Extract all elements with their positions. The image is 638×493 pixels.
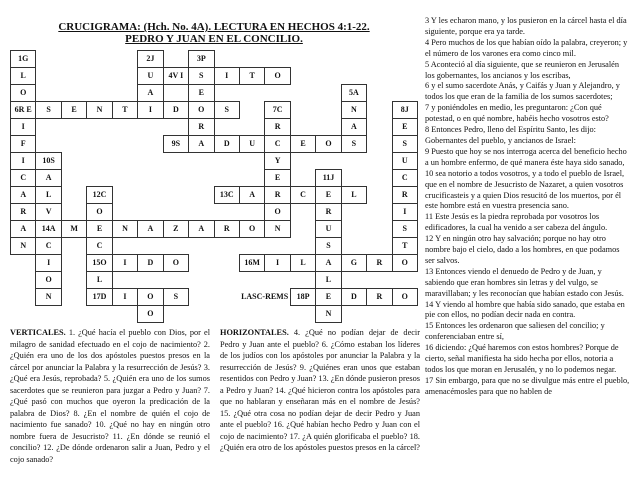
letter-cell: S [392, 136, 417, 153]
empty-cell [239, 119, 264, 136]
empty-cell [112, 51, 137, 68]
verse: 13 Entonces viendo el denuedo de Pedro y de Juan, y sabiendo que eran hombres sin letras y del vulgo, se maravillaban; y les reconocían que habían estado con Jesús. [425, 266, 624, 298]
empty-cell [290, 153, 315, 170]
grid-row [11, 187, 418, 204]
empty-cell [392, 68, 417, 85]
empty-cell [163, 85, 188, 102]
empty-cell [189, 153, 214, 170]
letter-cell: C [11, 170, 36, 187]
letter-cell: E [61, 102, 86, 119]
empty-cell [265, 238, 290, 255]
letter-cell: A [11, 221, 36, 238]
empty-cell [265, 85, 290, 102]
empty-cell [163, 170, 188, 187]
letter-cell: A [316, 255, 341, 272]
empty-cell [138, 119, 163, 136]
empty-cell [214, 119, 239, 136]
empty-cell [341, 51, 366, 68]
empty-cell [163, 153, 188, 170]
empty-cell [189, 255, 214, 272]
empty-cell [163, 204, 188, 221]
empty-cell [189, 289, 214, 306]
empty-cell [367, 68, 392, 85]
empty-cell [87, 306, 112, 323]
letter-cell: 11J [316, 170, 341, 187]
letter-cell: A [11, 187, 36, 204]
empty-cell [189, 187, 214, 204]
empty-cell [316, 85, 341, 102]
letter-cell: O [138, 306, 163, 323]
verse: 17 Sin embargo, para que no se divulgue más entre el pueblo, amenacémosles para que no hablen de [425, 375, 630, 396]
verse: 10 sea notorio a todos vosotros, y a todo el pueblo de Israel, que en el nombre de Jesucristo de Nazaret, a quien vosotros crucificasteis y a quien Dios resucitó de los muertos, por él este hombre está en vuestra presencia sano. [425, 168, 625, 211]
empty-cell [61, 255, 86, 272]
letter-cell: I [138, 102, 163, 119]
letter-cell: R [367, 255, 392, 272]
letter-cell: I [112, 289, 137, 306]
empty-cell [316, 119, 341, 136]
empty-cell [392, 272, 417, 289]
letter-cell: 8J [392, 102, 417, 119]
letter-cell: R [392, 187, 417, 204]
empty-cell [341, 68, 366, 85]
empty-cell [189, 238, 214, 255]
verse: 5 Aconteció al día siguiente, que se reunieron en Jerusalén los gobernantes, los ancianos y los escribas, [425, 59, 619, 80]
letter-cell: S [189, 68, 214, 85]
letter-cell: O [138, 289, 163, 306]
empty-cell [36, 136, 61, 153]
empty-cell [290, 170, 315, 187]
letter-cell: I [11, 119, 36, 136]
empty-cell [341, 221, 366, 238]
empty-cell [36, 119, 61, 136]
verse: 9 Puesto que hoy se nos interroga acerca del beneficio hecho a un hombre enfermo, de qué manera éste haya sido sanado, [425, 146, 627, 167]
empty-cell [265, 51, 290, 68]
verse: 8 Entonces Pedro, lleno del Espíritu Santo, les dijo: Gobernantes del pueblo, y ancianos de Israel: [425, 125, 596, 145]
grid-row [11, 136, 418, 153]
letter-cell: 3P [189, 51, 214, 68]
empty-cell [392, 306, 417, 323]
empty-cell [138, 204, 163, 221]
author-signature: LASC-REMS [241, 292, 289, 301]
letter-cell: R [367, 289, 392, 306]
empty-cell [367, 306, 392, 323]
letter-cell: A [138, 85, 163, 102]
grid-row [11, 204, 418, 221]
letter-cell: M [61, 221, 86, 238]
empty-cell [367, 238, 392, 255]
verse: 6 y el sumo sacerdote Anás, y Caifás y Juan y Alejandro, y todos los que eran de la familia de los sumos sacerdotes; [425, 81, 620, 102]
letter-cell: E [87, 221, 112, 238]
empty-cell [112, 272, 137, 289]
empty-cell [290, 51, 315, 68]
letter-cell: N [87, 102, 112, 119]
empty-cell [163, 51, 188, 68]
empty-cell [341, 170, 366, 187]
empty-cell [392, 51, 417, 68]
grid-row [11, 272, 418, 289]
empty-cell [11, 255, 36, 272]
crossword-grid [10, 50, 418, 323]
letter-cell: D [214, 136, 239, 153]
bible-reading [425, 16, 630, 398]
empty-cell [87, 68, 112, 85]
empty-cell [87, 85, 112, 102]
letter-cell: 10S [36, 153, 61, 170]
letter-cell: O [239, 221, 264, 238]
letter-cell: I [214, 68, 239, 85]
letter-cell: O [36, 272, 61, 289]
empty-cell [138, 136, 163, 153]
empty-cell [265, 272, 290, 289]
letter-cell: N [265, 221, 290, 238]
empty-cell [189, 272, 214, 289]
empty-cell [163, 238, 188, 255]
vertical-clues [10, 327, 210, 465]
letter-cell: U [392, 153, 417, 170]
empty-cell [367, 136, 392, 153]
grid-row [11, 255, 418, 272]
empty-cell [214, 51, 239, 68]
empty-cell [341, 153, 366, 170]
empty-cell [239, 51, 264, 68]
empty-cell [163, 306, 188, 323]
verse: 4 Pero muchos de los que habían oído la palabra, creyeron; y el número de los varones era como cinco mil. [425, 37, 628, 58]
empty-cell [189, 170, 214, 187]
empty-cell [214, 85, 239, 102]
verse: 12 Y en ningún otro hay salvación; porque no hay otro nombre bajo el cielo, dado a los hombres, en que podamos ser salvos. [425, 234, 620, 265]
empty-cell [61, 272, 86, 289]
empty-cell [112, 153, 137, 170]
empty-cell [61, 170, 86, 187]
horizontal-heading: HORIZONTALES. [220, 328, 289, 337]
letter-cell: S [163, 289, 188, 306]
letter-cell: R [316, 204, 341, 221]
letter-cell: 12C [87, 187, 112, 204]
empty-cell [112, 306, 137, 323]
empty-cell [290, 68, 315, 85]
empty-cell [87, 119, 112, 136]
empty-cell [367, 102, 392, 119]
letter-cell: Y [265, 153, 290, 170]
verse: 14 Y viendo al hombre que había sido sanado, que estaba en pie con ellos, no podían decir nada en contra. [425, 299, 625, 320]
empty-cell [239, 170, 264, 187]
empty-cell [290, 221, 315, 238]
letter-cell: S [392, 221, 417, 238]
empty-cell [61, 306, 86, 323]
empty-cell [290, 102, 315, 119]
horizontal-clues [220, 327, 420, 454]
letter-cell: T [112, 102, 137, 119]
verse: 7 y poniéndoles en medio, les preguntaron: ¿Con qué potestad, o en qué nombre, habéis hecho vosotros esto? [425, 103, 609, 124]
letter-cell: N [36, 289, 61, 306]
letter-cell: N [341, 102, 366, 119]
letter-cell: O [392, 255, 417, 272]
empty-cell [61, 68, 86, 85]
letter-cell: R [11, 204, 36, 221]
letter-cell: V [36, 204, 61, 221]
letter-cell: G [341, 255, 366, 272]
empty-cell [61, 204, 86, 221]
letter-cell: 15O [87, 255, 112, 272]
letter-cell: I [36, 255, 61, 272]
crossword-title [10, 21, 418, 45]
letter-cell: E [316, 187, 341, 204]
empty-cell [367, 170, 392, 187]
letter-cell: R [265, 119, 290, 136]
empty-cell [316, 51, 341, 68]
letter-cell: A [189, 221, 214, 238]
letter-cell: L [11, 68, 36, 85]
title-line-1: CRUCIGRAMA: (Hch. No. 4A). LECTURA EN HECHOS 4:1-22. [58, 21, 370, 33]
grid-row [11, 221, 418, 238]
empty-cell [11, 289, 36, 306]
letter-cell: S [36, 102, 61, 119]
grid-row [11, 68, 418, 85]
letter-cell: E [265, 170, 290, 187]
letter-cell: T [239, 68, 264, 85]
letter-cell: C [265, 136, 290, 153]
letter-cell: L [36, 187, 61, 204]
letter-cell: C [290, 187, 315, 204]
empty-cell [316, 102, 341, 119]
letter-cell: R [265, 187, 290, 204]
grid-row [11, 85, 418, 102]
empty-cell [87, 153, 112, 170]
verse: 16 diciendo: ¿Qué haremos con estos hombres? Porque de cierto, señal manifiesta ha sido hecha por ellos, notoria a todos los que moran en Jerusalén, y no lo podemos negar. [425, 343, 619, 374]
empty-cell [214, 289, 239, 306]
empty-cell [112, 119, 137, 136]
letter-cell: A [239, 187, 264, 204]
empty-cell [290, 85, 315, 102]
empty-cell [36, 306, 61, 323]
empty-cell [239, 306, 264, 323]
empty-cell [189, 306, 214, 323]
vertical-heading: VERTICALES. [10, 328, 66, 337]
empty-cell [239, 204, 264, 221]
letter-cell: I [392, 204, 417, 221]
empty-cell [367, 51, 392, 68]
empty-cell [367, 272, 392, 289]
empty-cell [239, 238, 264, 255]
letter-cell: T [392, 238, 417, 255]
letter-cell: A [341, 119, 366, 136]
empty-cell [87, 136, 112, 153]
verse: 3 Y les echaron mano, y los pusieron en la cárcel hasta el día siguiente, porque era ya tarde. [425, 16, 627, 36]
letter-cell: 16M [239, 255, 264, 272]
grid-row [11, 102, 418, 119]
empty-cell [163, 187, 188, 204]
letter-cell: O [265, 204, 290, 221]
letter-cell: D [163, 102, 188, 119]
letter-cell: D [341, 289, 366, 306]
empty-cell [290, 306, 315, 323]
letter-cell: S [341, 136, 366, 153]
empty-cell [189, 204, 214, 221]
empty-cell [11, 272, 36, 289]
empty-cell [61, 187, 86, 204]
letter-cell: C [392, 170, 417, 187]
letter-cell: O [163, 255, 188, 272]
empty-cell [112, 136, 137, 153]
empty-cell [138, 272, 163, 289]
letter-cell: N [112, 221, 137, 238]
empty-cell [367, 153, 392, 170]
letter-cell: O [11, 85, 36, 102]
empty-cell [61, 85, 86, 102]
empty-cell [61, 119, 86, 136]
grid-row [11, 238, 418, 255]
empty-cell [36, 68, 61, 85]
empty-cell [214, 306, 239, 323]
empty-cell [112, 68, 137, 85]
empty-cell [112, 170, 137, 187]
verse: 11 Este Jesús es la piedra reprobada por vosotros los edificadores, la cual ha venido a ser cabeza del ángulo. [425, 212, 608, 233]
letter-cell: U [239, 136, 264, 153]
empty-cell [290, 272, 315, 289]
empty-cell [61, 153, 86, 170]
vertical-text: 1. ¿Qué hacía el pueblo con Dios, por el milagro de sanidad efectuado en el cojo de nacimiento? 2. ¿Quién era uno de los dos apóstoles puestos presos en la cárcel por anunciar la Palabra y la resurrección de Jesús? 3. ¿Qué era Jesús, reprobada? 5. ¿Quién era uno de los sumos sacerdotes que se reunieron para juzgar a Pedro y Juan? 7. ¿Qué pasó con muchos que oyeron la predicación de la palabra de Dios? 8. ¿En el nombre de quién el cojo de nacimiento fue sanado? 10. ¿Qué no hay en ningún otro nombre fuera de Jesucristo? 11. ¿En dónde se reunió el concilio? 12. ¿De dónde ordenaron salir a Juan, Pedro y el cojo sanado? [10, 328, 210, 464]
empty-cell [367, 221, 392, 238]
letter-cell: 9S [163, 136, 188, 153]
empty-cell [341, 204, 366, 221]
letter-cell: O [316, 136, 341, 153]
empty-cell [316, 153, 341, 170]
empty-cell [112, 204, 137, 221]
empty-cell [61, 136, 86, 153]
letter-cell: I [11, 153, 36, 170]
letter-cell: Z [163, 221, 188, 238]
empty-cell [214, 170, 239, 187]
grid-row [11, 153, 418, 170]
letter-cell: 6R E [11, 102, 36, 119]
letter-cell: E [290, 136, 315, 153]
letter-cell: O [392, 289, 417, 306]
title-line-2: PEDRO Y JUAN EN EL CONCILIO. [125, 33, 303, 45]
empty-cell [290, 119, 315, 136]
empty-cell [163, 272, 188, 289]
letter-cell: L [87, 272, 112, 289]
empty-cell [367, 187, 392, 204]
letter-cell: 1G [11, 51, 36, 68]
grid-row [11, 289, 418, 306]
letter-cell: S [214, 102, 239, 119]
letter-cell: 14A [36, 221, 61, 238]
empty-cell [341, 272, 366, 289]
grid-row [11, 170, 418, 187]
empty-cell [290, 238, 315, 255]
letter-cell: F [11, 136, 36, 153]
letter-cell: 17D [87, 289, 112, 306]
empty-cell [138, 238, 163, 255]
empty-cell [138, 170, 163, 187]
empty-cell [265, 306, 290, 323]
letter-cell: 2J [138, 51, 163, 68]
letter-cell: O [87, 204, 112, 221]
letter-cell: E [392, 119, 417, 136]
horizontal-text: 4. ¿Qué no podían dejar de decir Pedro y Juan ante el pueblo? 6. ¿Cómo estaban los líderes de los judíos con los apóstoles por anunciar la Palabra y la resurrección de Jesús? 9. ¿Quiénes eran unos que estaban resentidos con Pedro y Juan? 13. ¿En dónde pusieron presos a Pedro y Juan? 14. ¿Qué hicieron contra los apóstoles para que no hablaran y enseñaran más en el nombre de Jesús? 15. ¿Qué otra cosa no podían dejar de decir Pedro y Juan ante el pueblo? 16. ¿Qué habían hecho Pedro y Juan con el cojo de nacimiento? 17. ¿A quién glorificaba el pueblo? 18. ¿Quién era otro de los apóstoles puestos presos en la cárcel? [220, 328, 421, 452]
empty-cell [138, 153, 163, 170]
letter-cell: C [36, 238, 61, 255]
empty-cell [87, 51, 112, 68]
empty-cell [239, 153, 264, 170]
empty-cell [290, 204, 315, 221]
empty-cell [367, 85, 392, 102]
letter-cell: I [112, 255, 137, 272]
empty-cell [11, 306, 36, 323]
letter-cell: E [189, 85, 214, 102]
empty-cell [61, 238, 86, 255]
empty-cell [112, 238, 137, 255]
letter-cell: A [138, 221, 163, 238]
letter-cell: N [316, 306, 341, 323]
letter-cell: A [189, 136, 214, 153]
empty-cell [316, 68, 341, 85]
letter-cell: D [138, 255, 163, 272]
letter-cell: C [87, 238, 112, 255]
letter-cell: 5A [341, 85, 366, 102]
letter-cell: O [189, 102, 214, 119]
letter-cell: A [36, 170, 61, 187]
letter-cell: 7C [265, 102, 290, 119]
letter-cell: I [265, 255, 290, 272]
empty-cell [214, 272, 239, 289]
empty-cell [367, 119, 392, 136]
empty-cell [163, 119, 188, 136]
empty-cell [392, 85, 417, 102]
letter-cell: O [265, 68, 290, 85]
empty-cell [367, 204, 392, 221]
letter-cell: E [316, 289, 341, 306]
letter-cell: L [341, 187, 366, 204]
empty-cell [214, 153, 239, 170]
empty-cell [239, 85, 264, 102]
empty-cell [36, 85, 61, 102]
letter-cell: U [138, 68, 163, 85]
letter-cell: 13C [214, 187, 239, 204]
grid-row [11, 119, 418, 136]
empty-cell [138, 187, 163, 204]
empty-cell [112, 85, 137, 102]
empty-cell [61, 289, 86, 306]
empty-cell [214, 255, 239, 272]
empty-cell [341, 306, 366, 323]
grid-row [11, 306, 418, 323]
empty-cell [61, 51, 86, 68]
letter-cell: S [316, 238, 341, 255]
empty-cell [341, 238, 366, 255]
empty-cell [112, 187, 137, 204]
empty-cell [239, 102, 264, 119]
letter-cell: L [316, 272, 341, 289]
letter-cell: R [214, 221, 239, 238]
letter-cell: 18P [290, 289, 315, 306]
grid-row [11, 51, 418, 68]
letter-cell: L [290, 255, 315, 272]
empty-cell [36, 51, 61, 68]
letter-cell: R [189, 119, 214, 136]
letter-cell: 4V I [163, 68, 188, 85]
letter-cell: U [316, 221, 341, 238]
empty-cell [239, 272, 264, 289]
verse: 15 Entonces les ordenaron que saliesen del concilio; y conferenciaban entre sí, [425, 321, 605, 342]
empty-cell [214, 204, 239, 221]
empty-cell [87, 170, 112, 187]
letter-cell: N [11, 238, 36, 255]
empty-cell [214, 238, 239, 255]
